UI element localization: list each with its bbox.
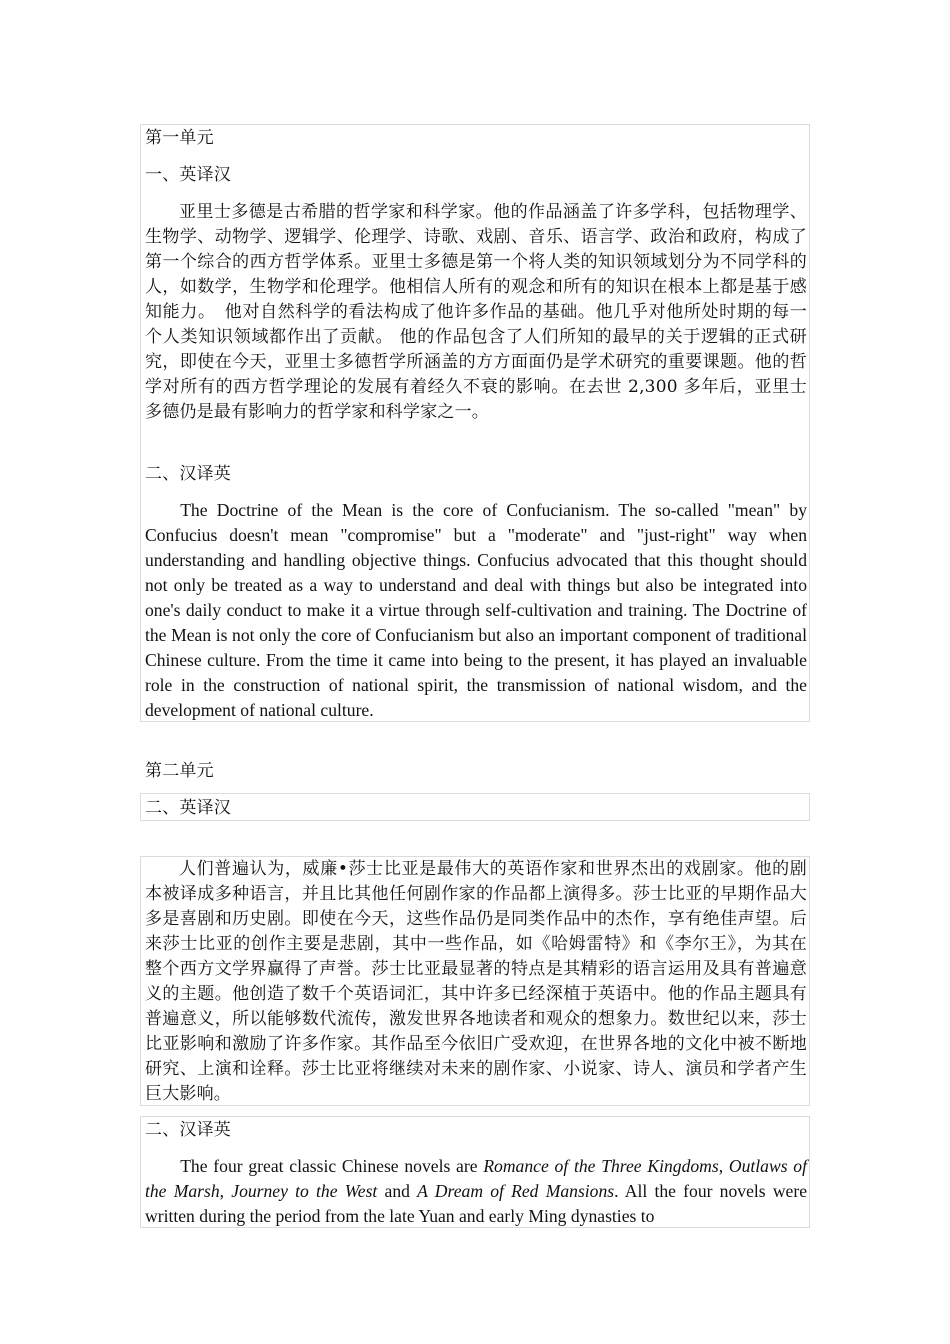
novel-title: Journey to the West <box>231 1181 378 1201</box>
unit2-section1-heading: 二、英译汉 <box>145 798 231 818</box>
novel-title: Romance of the Three Kingdoms <box>483 1156 719 1176</box>
unit2-title: 第二单元 <box>145 761 214 781</box>
novel-title: A Dream of Red Mansions <box>417 1181 615 1201</box>
unit1-title: 第一单元 <box>145 128 214 148</box>
unit2-section2-paragraph: The four great classic Chinese novels are Romance of the Three Kingdoms, Outlaws of the Marsh, Journey to the West and A Dream of Red Mansions. All the four novels were written during the period from the late Yuan and early Ming dynasties to <box>145 1156 808 1226</box>
section2-rest: . All the four novels were written during the period from the late Yuan and early Ming dynasties to <box>145 1181 808 1226</box>
unit2-section1-paragraph: 人们普遍认为，威廉•莎士比亚是最伟大的英语作家和世界杰出的戏剧家。他的剧本被译成多种语言，并且比其他任何剧作家的作品都上演得多。莎士比亚的早期作品大多是喜剧和历史剧。即使在今天，这些作品仍是同类作品中的杰作，享有绝佳声望。后来莎士比亚的创作主要是悲剧，其中一些作品，如《哈姆雷特》和《李尔王》，为其在整个西方文学界赢得了声誉。莎士比亚最显著的特点是其精彩的语言运用及具有普遍意义的主题。他创造了数千个英语词汇，其中许多已经深植于英语中。他的作品主题具有普遍意义，所以能够数代流传，激发世界各地读者和观众的想象力。数世纪以来，莎士比亚影响和激励了许多作家。其作品至今依旧广受欢迎，在世界各地的文化中被不断地研究、上演和诠释。莎士比亚将继续对未来的剧作家、小说家、诗人、演员和学者产生巨大影响。 <box>145 859 807 1104</box>
unit1-section2-paragraph: The Doctrine of the Mean is the core of Confucianism. The so-called "mean" by Confucius doesn't mean "compromise" but a "moderate" and "just-right" way when understanding and handling objective things. Confucius advocated that this thought should not only be treated as a way to understand and deal with things but also be integrated into one's daily conduct to make it a virtue through self-cultivation and training. The Doctrine of the Mean is not only the core of Confucianism but also an important component of traditional Chinese culture. From the time it came into being to the present, it has played an invaluable role in the construction of national spirit, the transmission of national wisdom, and the development of national culture. <box>145 500 807 720</box>
unit1-section1-heading: 一、英译汉 <box>145 165 231 185</box>
unit2-heading-frame <box>140 793 810 821</box>
unit1-section2-heading: 二、汉译英 <box>145 464 231 484</box>
section2-intro: The four great classic Chinese novels are <box>180 1156 478 1176</box>
joiner-and: and <box>384 1181 410 1201</box>
novel-title: Outlaws of the Marsh <box>145 1156 807 1201</box>
unit1-section1-paragraph: 亚里士多德是古希腊的哲学家和科学家。他的作品涵盖了许多学科，包括物理学、生物学、动物学、逻辑学、伦理学、诗歌、戏剧、音乐、语言学、政治和政府，构成了第一个综合的西方哲学体系。亚里士多德是第一个将人类的知识领域划分为不同学科的人，如数学，生物学和伦理学。他相信人所有的观念和所有的知识在根本上都是基于感知能力。 他对自然科学的看法构成了他许多作品的基础。他几乎对他所处时期的每一个人类知识领域都作出了贡献。 他的作品包含了人们所知的最早的关于逻辑的正式研究，即使在今天，亚里士多德哲学所涵盖的方方面面仍是学术研究的重要课题。他的哲学对所有的西方哲学理论的发展有着经久不衰的影响。在去世 2,300 多年后，亚里士多德仍是最有影响力的哲学家和科学家之一。 <box>145 202 807 422</box>
unit2-section2-heading: 二、汉译英 <box>145 1120 231 1140</box>
